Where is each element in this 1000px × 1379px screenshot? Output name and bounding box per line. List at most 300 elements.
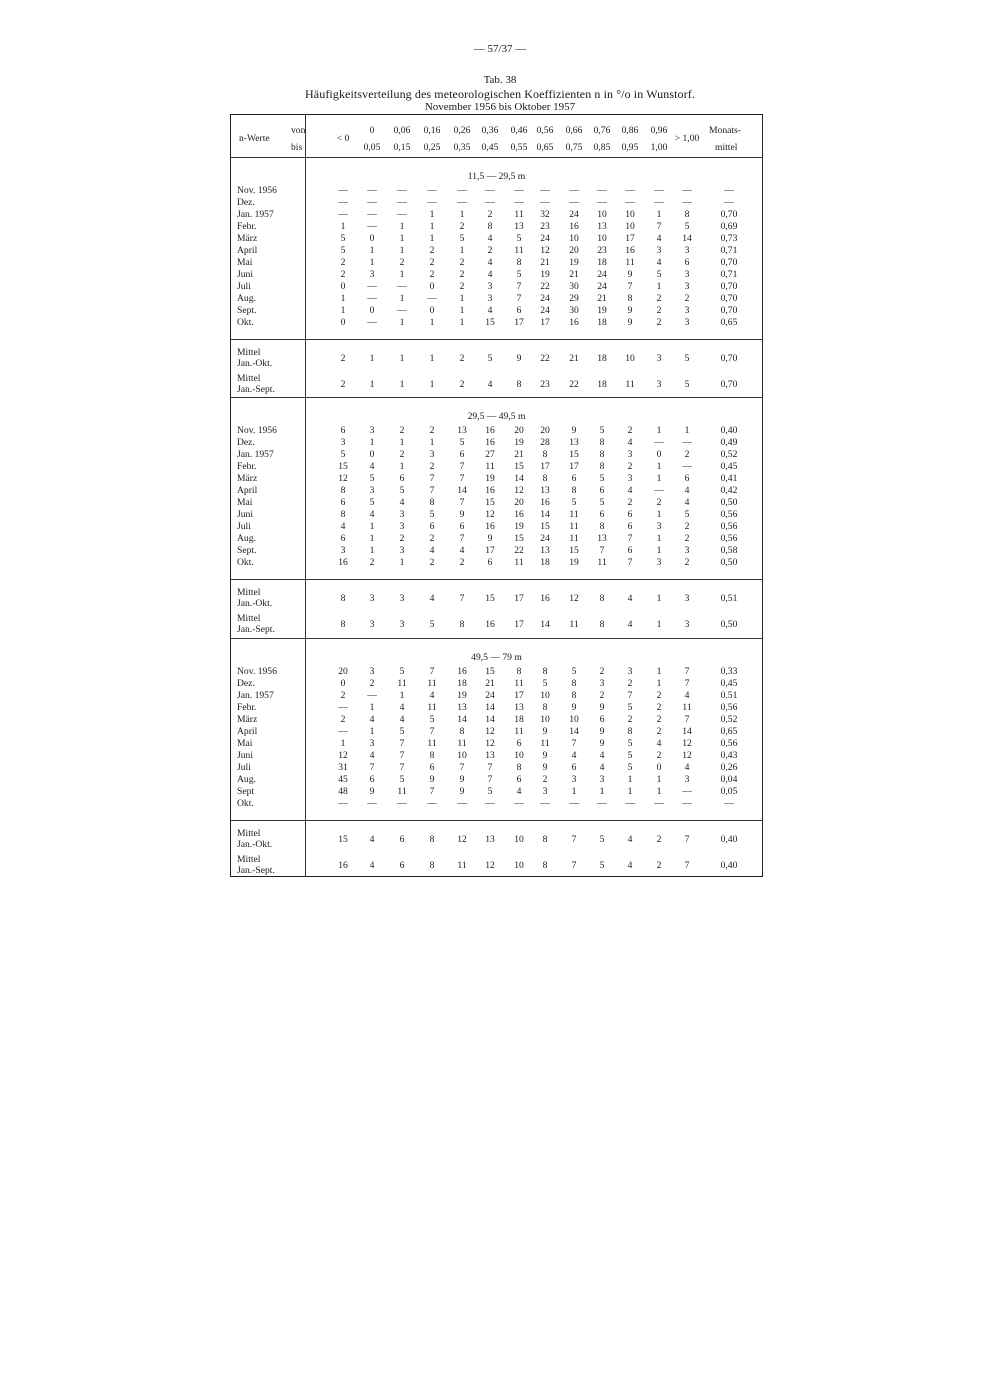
table-cell: 5 <box>459 437 465 448</box>
table-cell: — <box>485 798 495 809</box>
table-cell: 1 <box>429 221 435 232</box>
table-cell: 6 <box>516 738 522 749</box>
mean-cell: 1 <box>399 353 405 364</box>
table-cell: 0,50 <box>720 497 738 508</box>
table-cell: 2 <box>429 461 435 472</box>
table-cell: 5 <box>399 666 405 677</box>
table-cell: 5 <box>429 509 435 520</box>
table-cell: 9 <box>627 317 633 328</box>
table-cell: 24 <box>569 209 579 220</box>
mean-cell: 2 <box>656 834 662 845</box>
header-to-value: 0,35 <box>453 142 471 153</box>
table-cell: — <box>367 221 377 232</box>
table-cell: 13 <box>540 485 550 496</box>
table-cell: — <box>682 786 692 797</box>
table-cell: 23 <box>597 245 607 256</box>
table-cell: 1 <box>399 557 405 568</box>
table-cell: 17 <box>485 545 495 556</box>
table-cell: 0,26 <box>720 762 738 773</box>
table-cell: 0,42 <box>720 485 738 496</box>
table-cell: 1 <box>684 425 690 436</box>
table-cell: 19 <box>569 557 579 568</box>
table-cell: 4 <box>627 437 633 448</box>
table-cell: 2 <box>459 269 465 280</box>
header-to-value: 0,15 <box>393 142 411 153</box>
header-from-value: 0,16 <box>423 125 441 136</box>
table-cell: 13 <box>540 545 550 556</box>
table-cell: 7 <box>516 281 522 292</box>
table-cell: 18 <box>457 678 467 689</box>
table-cell: 8 <box>516 666 522 677</box>
mean-cell: 8 <box>340 619 346 630</box>
table-cell: — <box>597 185 607 196</box>
table-cell: 2 <box>429 533 435 544</box>
table-cell: 2 <box>684 449 690 460</box>
table-row-label: Nov. 1956 <box>237 666 277 677</box>
mean-cell: 14 <box>540 619 550 630</box>
table-cell: 24 <box>540 233 550 244</box>
table-cell: 1 <box>599 786 605 797</box>
mean-row-period: Jan.-Sept. <box>237 624 275 635</box>
header-from-value: 0,76 <box>593 125 611 136</box>
table-cell: 1 <box>340 293 346 304</box>
table-cell: 7 <box>459 461 465 472</box>
table-cell: 28 <box>540 437 550 448</box>
table-cell: 1 <box>656 786 662 797</box>
table-cell: 7 <box>429 726 435 737</box>
table-cell: 8 <box>599 449 605 460</box>
table-cell: 48 <box>338 786 348 797</box>
header-from-value: 0,86 <box>621 125 639 136</box>
mean-cell: 8 <box>599 619 605 630</box>
table-cell: 1 <box>656 533 662 544</box>
table-cell: 18 <box>514 714 524 725</box>
mean-cell: 0,70 <box>720 353 738 364</box>
table-cell: 16 <box>569 317 579 328</box>
table-cell: 5 <box>399 485 405 496</box>
mean-cell: 16 <box>338 860 348 871</box>
table-cell: 11 <box>514 557 524 568</box>
table-cell: 3 <box>399 521 405 532</box>
table-cell: — <box>682 798 692 809</box>
table-cell: 0 <box>340 281 346 292</box>
section-separator <box>231 397 762 398</box>
table-cell: 5 <box>340 233 346 244</box>
table-cell: 2 <box>656 750 662 761</box>
table-cell: 4 <box>399 497 405 508</box>
table-row-label: Juli <box>237 521 251 532</box>
table-cell: — <box>338 726 348 737</box>
table-cell: 0,65 <box>720 317 738 328</box>
table-cell: 12 <box>540 245 550 256</box>
mean-row-label: Mittel <box>237 587 261 598</box>
table-cell: — <box>338 197 348 208</box>
table-cell: 16 <box>485 521 495 532</box>
table-cell: 7 <box>599 545 605 556</box>
table-cell: 0,73 <box>720 233 738 244</box>
table-cell: 7 <box>684 678 690 689</box>
mean-cell: 1 <box>429 353 435 364</box>
table-row-label: Aug. <box>237 774 256 785</box>
table-cell: 0,43 <box>720 750 738 761</box>
table-cell: — <box>569 185 579 196</box>
table-cell: 10 <box>625 221 635 232</box>
table-row-label: Juni <box>237 269 253 280</box>
table-cell: 9 <box>459 786 465 797</box>
table-cell: 6 <box>487 557 493 568</box>
table-row-label: Febr. <box>237 461 257 472</box>
table-cell: 2 <box>656 726 662 737</box>
header-from-value: 0,66 <box>565 125 583 136</box>
table-cell: 21 <box>514 449 524 460</box>
table-cell: 2 <box>627 497 633 508</box>
mean-cell: 3 <box>656 379 662 390</box>
table-cell: 6 <box>340 533 346 544</box>
table-cell: 11 <box>427 678 437 689</box>
table-cell: 4 <box>369 461 375 472</box>
table-cell: 0,45 <box>720 678 738 689</box>
table-cell: 6 <box>340 425 346 436</box>
table-cell: 3 <box>656 557 662 568</box>
mean-cell: 13 <box>485 834 495 845</box>
table-cell: 1 <box>399 269 405 280</box>
mean-cell: 4 <box>627 619 633 630</box>
mean-cell: 11 <box>457 860 467 871</box>
table-cell: 19 <box>540 269 550 280</box>
table-cell: 7 <box>459 497 465 508</box>
table-cell: 9 <box>459 774 465 785</box>
table-cell: 7 <box>429 485 435 496</box>
table-cell: 5 <box>599 425 605 436</box>
table-cell: 2 <box>369 678 375 689</box>
mean-row-period: Jan.-Sept. <box>237 384 275 395</box>
table-row-label: Okt. <box>237 317 254 328</box>
table-cell: 10 <box>540 690 550 701</box>
table-cell: 5 <box>399 774 405 785</box>
table-cell: 16 <box>514 509 524 520</box>
mean-cell: 5 <box>684 379 690 390</box>
table-cell: 2 <box>656 714 662 725</box>
mean-row-period: Jan.-Okt. <box>237 358 273 369</box>
table-cell: 5 <box>627 702 633 713</box>
table-cell: 6 <box>627 509 633 520</box>
table-cell: 10 <box>540 714 550 725</box>
table-cell: 13 <box>514 221 524 232</box>
table-cell: 23 <box>540 221 550 232</box>
table-cell: 5 <box>459 233 465 244</box>
table-cell: 9 <box>542 762 548 773</box>
table-cell: 13 <box>457 702 467 713</box>
table-cell: 11 <box>569 509 579 520</box>
table-cell: 2 <box>656 690 662 701</box>
table-cell: — <box>654 437 664 448</box>
table-cell: 15 <box>514 533 524 544</box>
table-cell: 5 <box>656 269 662 280</box>
table-cell: — <box>397 798 407 809</box>
table-cell: 1 <box>656 509 662 520</box>
table-cell: 2 <box>340 690 346 701</box>
table-cell: 5 <box>627 762 633 773</box>
table-cell: 8 <box>599 521 605 532</box>
table-cell: 12 <box>485 726 495 737</box>
table-cell: 11 <box>625 257 635 268</box>
table-cell: — <box>485 197 495 208</box>
table-cell: 1 <box>369 257 375 268</box>
table-cell: 2 <box>627 461 633 472</box>
table-row-label: Mai <box>237 257 253 268</box>
mean-row-label: Mittel <box>237 828 261 839</box>
table-cell: 1 <box>399 437 405 448</box>
header-from-value: 0,06 <box>393 125 411 136</box>
table-cell: 9 <box>542 726 548 737</box>
table-cell: 10 <box>597 233 607 244</box>
table-cell: 15 <box>485 666 495 677</box>
mean-cell: 6 <box>399 834 405 845</box>
table-cell: 9 <box>599 738 605 749</box>
table-cell: 8 <box>599 461 605 472</box>
table-cell: 22 <box>514 545 524 556</box>
table-cell: 11 <box>427 738 437 749</box>
page-number: — 57/37 — <box>473 43 527 55</box>
mean-cell: 22 <box>540 353 550 364</box>
mean-cell: 1 <box>369 353 375 364</box>
table-row-label: Mai <box>237 738 253 749</box>
table-cell: 11 <box>457 738 467 749</box>
table-cell: 15 <box>569 449 579 460</box>
table-cell: 13 <box>597 221 607 232</box>
table-cell: 7 <box>369 762 375 773</box>
table-cell: 16 <box>457 666 467 677</box>
table-cell: — <box>367 209 377 220</box>
table-cell: 8 <box>487 221 493 232</box>
mean-cell: 3 <box>684 593 690 604</box>
table-cell: 0,71 <box>720 245 738 256</box>
mean-cell: 15 <box>485 593 495 604</box>
table-cell: 9 <box>429 774 435 785</box>
table-cell: 7 <box>399 738 405 749</box>
table-cell: 14 <box>457 485 467 496</box>
table-cell: 3 <box>369 666 375 677</box>
table-cell: 1 <box>459 209 465 220</box>
table-cell: 2 <box>656 305 662 316</box>
header-from-value: 0 <box>369 125 375 136</box>
table-label: Tab. 38 <box>483 74 517 86</box>
header-to-value: 1,00 <box>650 142 668 153</box>
mean-cell: 12 <box>569 593 579 604</box>
table-cell: 0,49 <box>720 437 738 448</box>
table-cell: 19 <box>457 690 467 701</box>
table-cell: 7 <box>571 738 577 749</box>
mean-cell: 2 <box>340 379 346 390</box>
table-cell: — <box>682 185 692 196</box>
table-cell: 8 <box>599 437 605 448</box>
table-cell: 0,70 <box>720 293 738 304</box>
header-from-label: von <box>291 125 306 136</box>
table-row-label: Juli <box>237 762 251 773</box>
table-cell: 4 <box>369 750 375 761</box>
table-cell: 4 <box>656 257 662 268</box>
table-cell: 4 <box>571 750 577 761</box>
table-cell: — <box>367 197 377 208</box>
table-cell: 3 <box>684 269 690 280</box>
table-cell: 9 <box>571 425 577 436</box>
table-cell: 15 <box>485 497 495 508</box>
mean-cell: 3 <box>369 619 375 630</box>
header-less-than-zero: < 0 <box>336 133 350 144</box>
table-cell: 12 <box>682 750 692 761</box>
table-cell: 7 <box>516 293 522 304</box>
table-cell: 17 <box>569 461 579 472</box>
table-cell: 11 <box>514 245 524 256</box>
table-cell: 4 <box>340 521 346 532</box>
table-cell: 0 <box>340 678 346 689</box>
table-cell: 2 <box>487 209 493 220</box>
table-row-label: April <box>237 245 258 256</box>
table-cell: 0 <box>369 449 375 460</box>
mean-cell: 7 <box>684 834 690 845</box>
table-cell: 1 <box>429 233 435 244</box>
table-cell: 17 <box>514 317 524 328</box>
table-cell: 7 <box>429 786 435 797</box>
table-cell: 5 <box>684 221 690 232</box>
table-cell: 6 <box>599 714 605 725</box>
table-cell: 6 <box>684 473 690 484</box>
table-cell: 1 <box>429 437 435 448</box>
table-cell: 1 <box>656 666 662 677</box>
mean-cell: 4 <box>369 860 375 871</box>
table-row-label: Aug. <box>237 293 256 304</box>
mean-cell: 5 <box>429 619 435 630</box>
table-cell: 0 <box>656 762 662 773</box>
table-cell: 10 <box>569 233 579 244</box>
table-cell: 21 <box>485 678 495 689</box>
table-cell: 5 <box>571 666 577 677</box>
table-cell: — <box>397 185 407 196</box>
table-cell: 4 <box>656 233 662 244</box>
table-cell: — <box>514 185 524 196</box>
table-cell: 4 <box>684 497 690 508</box>
mean-cell: 8 <box>429 860 435 871</box>
mean-cell: 3 <box>399 619 405 630</box>
table-cell: 1 <box>656 774 662 785</box>
table-cell: 6 <box>340 497 346 508</box>
table-cell: 7 <box>459 533 465 544</box>
table-cell: 1 <box>369 545 375 556</box>
table-cell: 14 <box>485 714 495 725</box>
table-cell: — <box>597 197 607 208</box>
table-cell: — <box>540 798 550 809</box>
mean-cell: 0,50 <box>720 619 738 630</box>
table-cell: 6 <box>571 762 577 773</box>
table-cell: 11 <box>597 557 607 568</box>
table-cell: 11 <box>569 533 579 544</box>
table-cell: 11 <box>485 461 495 472</box>
mean-cell: 8 <box>599 593 605 604</box>
table-cell: 2 <box>487 245 493 256</box>
mean-row-label: Mittel <box>237 854 261 865</box>
table-cell: 16 <box>485 437 495 448</box>
table-cell: 20 <box>514 425 524 436</box>
table-row-label: Dez. <box>237 678 255 689</box>
table-cell: 14 <box>569 726 579 737</box>
table-cell: 3 <box>487 293 493 304</box>
table-cell: 14 <box>457 714 467 725</box>
table-row-label: April <box>237 726 258 737</box>
table-cell: 4 <box>487 233 493 244</box>
table-cell: 2 <box>656 497 662 508</box>
mean-cell: 1 <box>429 379 435 390</box>
table-cell: 4 <box>459 545 465 556</box>
table-cell: 7 <box>656 221 662 232</box>
mean-cell: 17 <box>514 619 524 630</box>
table-cell: 9 <box>599 726 605 737</box>
table-cell: 2 <box>684 521 690 532</box>
table-cell: 17 <box>540 461 550 472</box>
table-cell: — <box>427 185 437 196</box>
table-cell: 30 <box>569 305 579 316</box>
table-cell: 3 <box>684 317 690 328</box>
table-cell: 0,56 <box>720 521 738 532</box>
mean-row-label: Mittel <box>237 613 261 624</box>
table-cell: 6 <box>627 545 633 556</box>
table-cell: 22 <box>540 281 550 292</box>
table-cell: 8 <box>542 473 548 484</box>
table-cell: 8 <box>340 485 346 496</box>
mean-cell: 5 <box>599 834 605 845</box>
table-cell: — <box>397 281 407 292</box>
mean-cell: 8 <box>542 860 548 871</box>
mean-cell: 1 <box>369 379 375 390</box>
table-cell: 13 <box>514 702 524 713</box>
table-cell: 2 <box>656 702 662 713</box>
table-cell: 1 <box>627 786 633 797</box>
table-cell: 1 <box>627 774 633 785</box>
mean-cell: 6 <box>399 860 405 871</box>
table-cell: — <box>654 485 664 496</box>
mean-cell: 7 <box>571 834 577 845</box>
table-cell: 14 <box>485 702 495 713</box>
section-height-range: 11,5 — 29,5 m <box>467 171 526 182</box>
table-cell: 13 <box>569 437 579 448</box>
table-row-label: Dez. <box>237 437 255 448</box>
table-cell: — <box>654 197 664 208</box>
table-cell: 2 <box>627 714 633 725</box>
table-cell: 1 <box>399 221 405 232</box>
table-cell: 1 <box>656 425 662 436</box>
mean-cell: 5 <box>487 353 493 364</box>
table-cell: 6 <box>459 521 465 532</box>
table-cell: — <box>457 798 467 809</box>
table-cell: 15 <box>485 317 495 328</box>
table-cell: — <box>367 293 377 304</box>
mean-cell: 1 <box>656 593 662 604</box>
table-cell: 10 <box>625 209 635 220</box>
table-cell: 6 <box>571 473 577 484</box>
table-cell: 1 <box>340 738 346 749</box>
section-separator <box>231 157 762 158</box>
table-cell: 10 <box>569 714 579 725</box>
table-cell: — <box>654 185 664 196</box>
mean-cell: 8 <box>542 834 548 845</box>
mean-cell: 10 <box>625 353 635 364</box>
table-cell: 1 <box>429 317 435 328</box>
table-cell: 4 <box>429 690 435 701</box>
table-cell: 6 <box>369 774 375 785</box>
table-row-label: Juni <box>237 750 253 761</box>
mean-cell: 16 <box>540 593 550 604</box>
table-row-label: Jan. 1957 <box>237 209 274 220</box>
table-cell: 0,70 <box>720 257 738 268</box>
